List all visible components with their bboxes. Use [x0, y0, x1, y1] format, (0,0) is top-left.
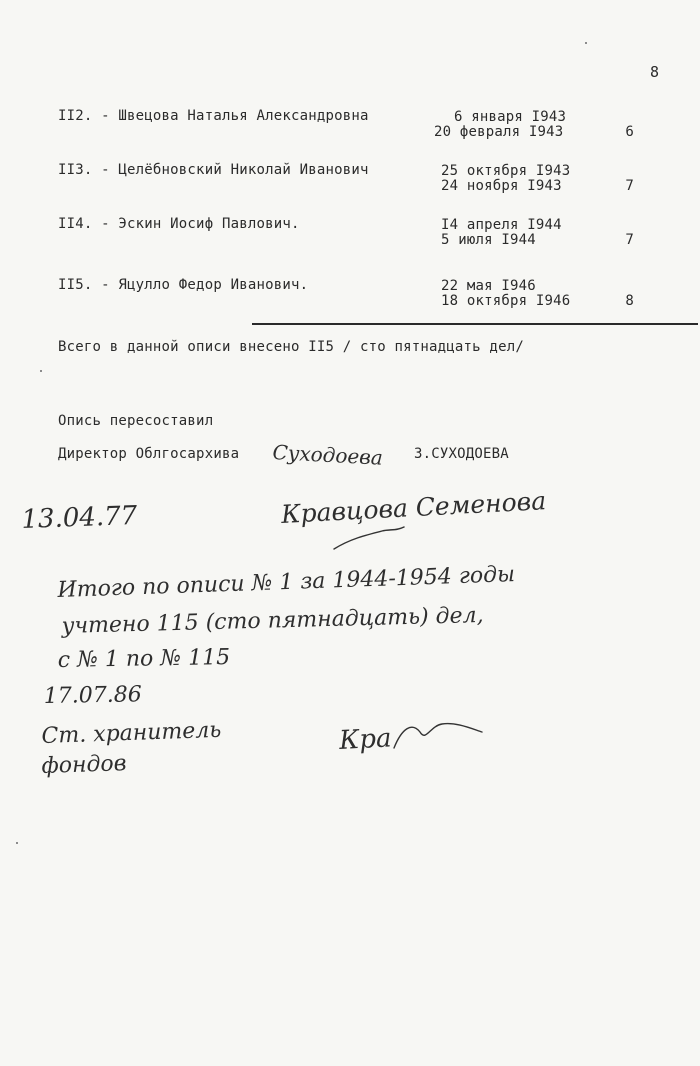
handwritten-custodian-line-1: Ст. хранитель [41, 717, 222, 749]
entry-date-start-113: 25 октября I943 [441, 163, 571, 179]
entry-sheets-113: 7 [625, 178, 634, 194]
total-rule [252, 323, 698, 325]
scan-speck [16, 842, 18, 844]
signature-2-flourish [390, 718, 490, 758]
handwritten-summary-line-3: с № 1 по № 115 [57, 644, 231, 673]
handwritten-date-1977: 13.04.77 [20, 500, 138, 535]
compiled-label: Опись пересоставил [58, 413, 214, 429]
handwritten-signature-2: Кра [338, 723, 393, 756]
director-name: З.СУХОДОЕВА [414, 446, 509, 462]
signature-1-flourish [330, 525, 410, 555]
entry-sheets-112: 6 [625, 124, 634, 140]
scan-speck [40, 370, 42, 372]
total-line: Всего в данной описи внесено II5 / сто пятнадцать дел/ [58, 339, 524, 355]
entry-sheets-115: 8 [625, 293, 634, 309]
entry-name-113: II3. - Целёбновский Николай Иванович [58, 162, 369, 178]
entry-name-114: II4. - Эскин Иосиф Павлович. [58, 216, 300, 232]
entry-date-end-113: 24 ноября I943 [441, 178, 562, 194]
entry-name-115: II5. - Яцулло Федор Иванович. [58, 277, 309, 293]
entry-date-end-115: 18 октября I946 [441, 293, 571, 309]
scan-speck [585, 42, 587, 44]
entry-name-112: II2. - Швецова Наталья Александровна [58, 108, 369, 124]
entry-date-end-112: 20 февраля I943 [434, 124, 564, 140]
entry-date-start-114: I4 апреля I944 [441, 217, 562, 233]
handwritten-summary-line-1: Итого по описи № 1 за 1944-1954 годы [57, 562, 516, 603]
entry-date-start-112: 6 января I943 [454, 109, 567, 125]
handwritten-summary-line-2: учтено 115 (сто пятнадцать) дел, [61, 602, 484, 639]
director-signature: Суходоева [272, 440, 384, 470]
entry-date-end-114: 5 июля I944 [441, 232, 536, 248]
entry-sheets-114: 7 [625, 232, 634, 248]
handwritten-custodian-line-2: фондов [41, 751, 127, 779]
entry-date-start-115: 22 мая I946 [441, 278, 536, 294]
handwritten-signature-1: Кравцова Семенова [280, 486, 547, 529]
page-number: 8 [650, 63, 660, 81]
handwritten-date-1986: 17.07.86 [43, 682, 142, 709]
director-label: Директор Облгосархива [58, 446, 240, 462]
